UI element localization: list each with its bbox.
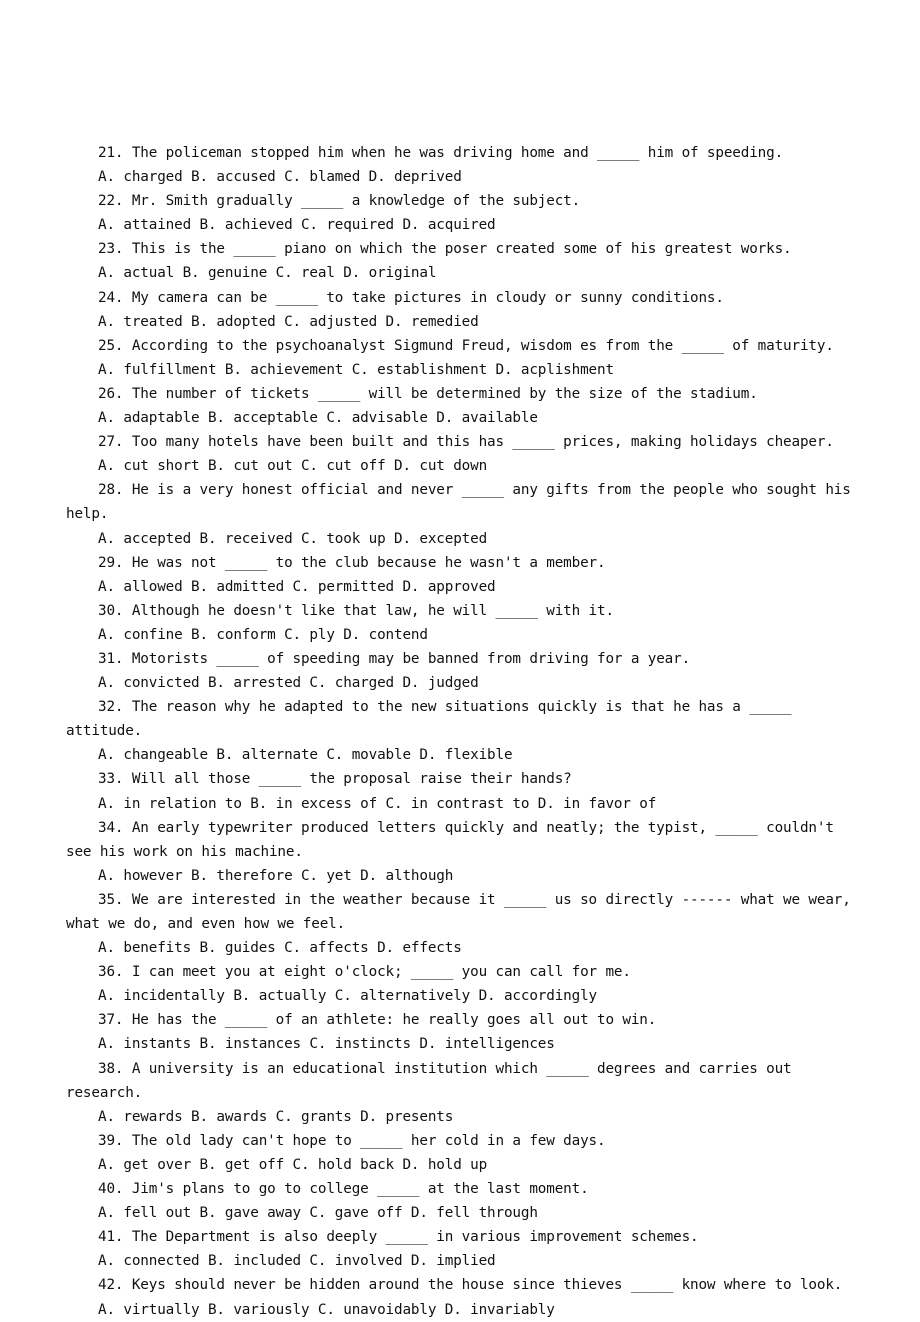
question-stem: 38. A university is an educational institution which _____ degrees and carries out research. [66, 1060, 800, 1101]
question-stem: 39. The old lady can't hope to _____ her cold in a few days. [98, 1132, 606, 1149]
question-stem: 21. The policeman stopped him when he was driving home and _____ him of speeding. [98, 145, 784, 161]
question-options: A. however B. therefore C. yet D. although [98, 867, 454, 884]
question-stem: 32. The reason why he adapted to the new situations quickly is that he has a _____ attitude. [66, 699, 800, 740]
question-options: A. attained B. achieved C. required D. acquired [98, 217, 496, 234]
question-stem: 40. Jim's plans to go to college _____ at the last moment. [98, 1181, 589, 1198]
question-options: A. instants B. instances C. instincts D. intelligences [98, 1036, 555, 1053]
question-options: A. adaptable B. acceptable C. advisable D. available [98, 410, 538, 427]
question-stem: 35. We are interested in the weather because it _____ us so directly ------ what we wear, what we do, and even how we feel. [66, 891, 860, 932]
question-options: A. cut short B. cut out C. cut off D. cut down [98, 458, 488, 475]
question-stem: 26. The number of tickets _____ will be determined by the size of the stadium. [98, 385, 758, 402]
question-options: A. accepted B. received C. took up D. excepted [98, 530, 488, 547]
question-options: A. virtually B. variously C. unavoidably D. invariably [98, 1301, 555, 1318]
question-stem: 30. Although he doesn't like that law, he will _____ with it. [98, 602, 614, 619]
question-stem: 37. He has the _____ of an athlete: he really goes all out to win. [98, 1012, 657, 1029]
question-options: A. convicted B. arrested C. charged D. judged [98, 675, 479, 692]
question-list [66, 141, 861, 1322]
question-options: A. connected B. included C. involved D. implied [98, 1253, 496, 1270]
question-options: A. benefits B. guides C. affects D. effects [98, 940, 462, 957]
question-stem: 27. Too many hotels have been built and this has _____ prices, making holidays cheaper. [98, 434, 834, 451]
question-options: A. treated B. adopted C. adjusted D. remedied [98, 313, 479, 330]
question-stem: 34. An early typewriter produced letters quickly and neatly; the typist, _____ couldn't see his work on his machine. [66, 819, 843, 860]
question-options: A. incidentally B. actually C. alternatively D. accordingly [98, 988, 597, 1005]
question-options: A. changeable B. alternate C. movable D. flexible [98, 747, 513, 764]
question-stem: 23. This is the _____ piano on which the poser created some of his greatest works. [98, 241, 792, 258]
question-stem: 25. According to the psychoanalyst Sigmund Freud, wisdom es from the _____ of maturity. [98, 337, 834, 354]
question-stem: 42. Keys should never be hidden around the house since thieves _____ know where to look. [98, 1277, 843, 1294]
question-options: A. charged B. accused C. blamed D. deprived [98, 169, 462, 186]
question-stem: 29. He was not _____ to the club because he wasn't a member. [98, 554, 606, 571]
question-stem: 24. My camera can be _____ to take pictures in cloudy or sunny conditions. [98, 289, 724, 306]
question-stem: 28. He is a very honest official and never _____ any gifts from the people who sought his help. [66, 482, 860, 523]
question-options: A. allowed B. admitted C. permitted D. approved [98, 578, 496, 595]
question-options: A. confine B. conform C. ply D. contend [98, 626, 428, 643]
question-options: A. get over B. get off C. hold back D. hold up [98, 1156, 488, 1173]
question-options: A. fell out B. gave away C. gave off D. fell through [98, 1205, 538, 1222]
question-stem: 41. The Department is also deeply _____ in various improvement schemes. [98, 1229, 699, 1246]
question-stem: 33. Will all those _____ the proposal raise their hands? [98, 771, 572, 788]
question-options: A. in relation to B. in excess of C. in contrast to D. in favor of [98, 795, 657, 812]
question-stem: 36. I can meet you at eight o'clock; _____ you can call for me. [98, 964, 631, 981]
question-options: A. rewards B. awards C. grants D. presents [98, 1108, 454, 1125]
question-options: A. actual B. genuine C. real D. original [98, 265, 437, 282]
question-stem: 22. Mr. Smith gradually _____ a knowledge of the subject. [98, 193, 581, 210]
question-stem: 31. Motorists _____ of speeding may be banned from driving for a year. [98, 650, 691, 667]
question-options: A. fulfillment B. achievement C. establishment D. acplishment [98, 361, 614, 378]
